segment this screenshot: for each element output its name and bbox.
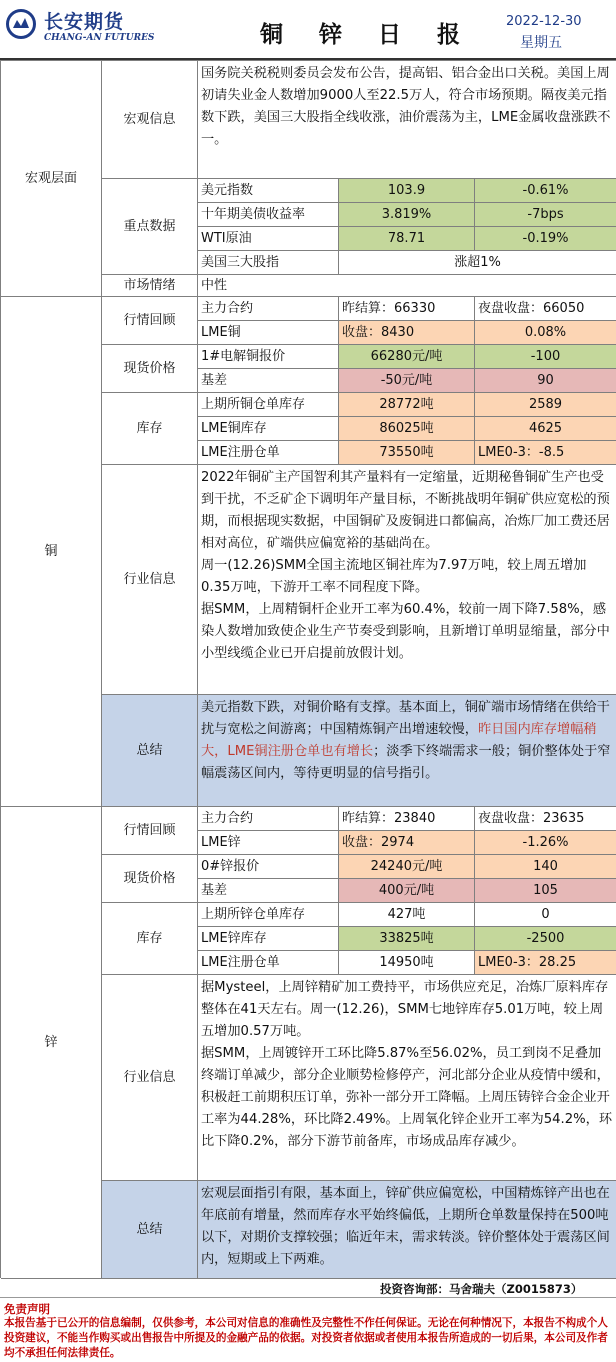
zinc-inv-value: 33825吨 — [339, 927, 475, 951]
copper-market-label: 行情回顾 — [102, 297, 198, 345]
copper-spot-name: 1#电解铜报价 — [198, 345, 339, 369]
zinc-basis-name: 基差 — [198, 879, 339, 903]
zinc-lme-name: LME锌 — [198, 831, 339, 855]
copper-summary-text: 美元指数下跌，对铜价略有支撑。基本面上，铜矿端市场情绪在供给干扰与宽松之间游离；中国精炼铜产出增速较慢， — [201, 700, 610, 737]
macro-row-name: 十年期美债收益率 — [198, 203, 339, 227]
macro-sentiment-label: 市场情绪 — [102, 275, 198, 297]
zinc-main-contract: 主力合约 — [198, 807, 339, 831]
copper-basis-name: 基差 — [198, 369, 339, 393]
copper-inv-name: LME铜库存 — [198, 417, 339, 441]
macro-sentiment-value: 中性 — [198, 275, 616, 297]
macro-row-change: -0.61% — [475, 179, 616, 203]
company-name-en: CHANG-AN FUTURES — [44, 33, 155, 43]
zinc-inv-value: 14950吨 — [339, 951, 475, 975]
macro-key-label: 重点数据 — [102, 179, 198, 275]
zinc-summary-text: 宏观层面指引有限，基本面上，锌矿供应偏宽松，中国精炼锌产出也在年底前有增量，然而库存水平始终偏低，上期所仓单数量保持在500吨以下，对期价支撑较强；临近年末，需求转淡。锌价整体处于震荡区间内，短期或上下两难。 — [198, 1181, 616, 1279]
company-name: 长安期货 — [44, 11, 125, 33]
zinc-spot-price: 24240元/吨 — [339, 855, 475, 879]
zinc-spot-change: 140 — [475, 855, 616, 879]
copper-inv-name: 上期所铜仓单库存 — [198, 393, 339, 417]
report-weekday: 星期五 — [520, 35, 562, 51]
copper-lme-name: LME铜 — [198, 321, 339, 345]
zinc-inv-value: 427吨 — [339, 903, 475, 927]
zinc-summary-label: 总结 — [102, 1181, 198, 1279]
zinc-inv-name: LME注册仓单 — [198, 951, 339, 975]
zinc-inv-name: 上期所锌仓单库存 — [198, 903, 339, 927]
macro-row-value: 3.819% — [339, 203, 475, 227]
zinc-basis-value: 400元/吨 — [339, 879, 475, 903]
copper-main-night: 夜盘收盘：66050 — [475, 297, 616, 321]
copper-inv-name: LME注册仓单 — [198, 441, 339, 465]
copper-inv-change: LME0-3：-8.5 — [475, 441, 616, 465]
disclaimer-text: 本报告基于已公开的信息编制，仅供参考，本公司对信息的准确性及完整性不作任何保证。无论在何种情况下，本报告不构成个人投资建议，不能当作购买或出售报告中所提及的金融产品的依据。对投资者依据或者使用本报告所造成的一切后果，本公司及作者均不承担任何法律责任。 — [4, 1317, 608, 1359]
company-logo-icon — [6, 9, 36, 39]
copper-inventory-label: 库存 — [102, 393, 198, 465]
copper-industry-label: 行业信息 — [102, 465, 198, 695]
copper-spot-change: -100 — [475, 345, 616, 369]
copper-summary-highlight: 昨日国内库存增幅稍大，LME铜注册仓单也有增长 — [201, 722, 597, 759]
section-copper: 铜 — [1, 297, 102, 807]
advisor-credit: 投资咨询部：马舍瑞夫（Z0015873） — [380, 1282, 583, 1296]
macro-row-merged: 涨超1% — [339, 251, 616, 275]
copper-basis-change: 90 — [475, 369, 616, 393]
zinc-inventory-label: 库存 — [102, 903, 198, 975]
zinc-industry-label: 行业信息 — [102, 975, 198, 1181]
copper-inv-value: 73550吨 — [339, 441, 475, 465]
copper-spot-label: 现货价格 — [102, 345, 198, 393]
zinc-inv-name: LME锌库存 — [198, 927, 339, 951]
copper-main-contract: 主力合约 — [198, 297, 339, 321]
zinc-spot-label: 现货价格 — [102, 855, 198, 903]
zinc-spot-name: 0#锌报价 — [198, 855, 339, 879]
copper-inv-value: 28772吨 — [339, 393, 475, 417]
report-date: 2022-12-30 — [506, 14, 582, 29]
zinc-inv-change: LME0-3：28.25 — [475, 951, 616, 975]
macro-row-name: 美国三大股指 — [198, 251, 339, 275]
copper-summary — [198, 695, 616, 807]
macro-info-label: 宏观信息 — [102, 61, 198, 179]
copper-summary-label: 总结 — [102, 695, 198, 807]
disclaimer-title: 免责声明 — [4, 1302, 50, 1316]
zinc-inv-change: 0 — [475, 903, 616, 927]
copper-main-prev: 昨结算：66330 — [339, 297, 475, 321]
copper-basis-value: -50元/吨 — [339, 369, 475, 393]
report-title: 铜 锌 日 报 — [260, 22, 475, 48]
copper-inv-change: 2589 — [475, 393, 616, 417]
macro-row-value: 78.71 — [339, 227, 475, 251]
section-zinc: 锌 — [1, 807, 102, 1279]
zinc-lme-change: -1.26% — [475, 831, 616, 855]
zinc-market-label: 行情回顾 — [102, 807, 198, 855]
zinc-main-night: 夜盘收盘：23635 — [475, 807, 616, 831]
macro-row-change: -7bps — [475, 203, 616, 227]
copper-lme-close: 收盘：8430 — [339, 321, 475, 345]
zinc-lme-close: 收盘：2974 — [339, 831, 475, 855]
report-table — [0, 60, 616, 1278]
copper-inv-value: 86025吨 — [339, 417, 475, 441]
copper-summary-text-end: ；淡季下终端需求一般；铜价整体处于窄幅震荡区间内，等待更明显的信号指引。 — [201, 744, 611, 781]
macro-row-change: -0.19% — [475, 227, 616, 251]
zinc-inv-change: -2500 — [475, 927, 616, 951]
zinc-main-prev: 昨结算：23840 — [339, 807, 475, 831]
copper-spot-price: 66280元/吨 — [339, 345, 475, 369]
macro-info-text: 国务院关税税则委员会发布公告，提高铝、铝合金出口关税。美国上周初请失业金人数增加9000人至22.5万人，符合市场预期。隔夜美元指数下跌，美国三大股指全线收涨，油价震荡为主，LME金属收盘涨跌不一。 — [198, 61, 616, 179]
copper-lme-change: 0.08% — [475, 321, 616, 345]
section-macro: 宏观层面 — [1, 61, 102, 297]
macro-row-name: WTI原油 — [198, 227, 339, 251]
macro-row-name: 美元指数 — [198, 179, 339, 203]
macro-row-value: 103.9 — [339, 179, 475, 203]
zinc-basis-change: 105 — [475, 879, 616, 903]
report-header — [0, 0, 616, 60]
copper-industry-text: 2022年铜矿主产国智利其产量料有一定缩量，近期秘鲁铜矿生产也受到干扰，不乏矿企下调明年产量目标，不断挑战明年铜矿供应宽松的预期，而根据现实数据，中国铜矿及废铜进口都偏高，冶炼厂加工费还居相对高位，矿端供应偏宽裕的基础尚在。 周一(12.26)SMM全国主流地区铜社库为7.97万吨，较上周五增加0.35万吨，下游开工率不同程度下降。 据SMM，上周精铜杆企业开工率为60.4%，较前一周下降7.58%，感染人数增加致使企业生产节奏受到影响，且新增订单明显缩量，部分中小型线缆企业已开启提前放假计划。 — [198, 465, 616, 695]
zinc-industry-text: 据Mysteel，上周锌精矿加工费持平，市场供应充足，冶炼厂原料库存整体在41天左右。周一(12.26)，SMM七地锌库存5.01万吨，较上周五增加0.57万吨。 据SMM，上周镀锌开工环比降5.87%至56.02%，员工到岗不足叠加终端订单减少，部分企业顺势检修停产，河北部分企业从疫情中缓和，积极赶工前期积压订单，弥补一部分开工降幅。上周压铸锌合金企业开工率为44.28%，环比降2.49%。上周氧化锌企业开工率为54.2%，环比下降0.2%，部分下游节前备库，市场成品库存减少。 — [198, 975, 616, 1181]
footer-divider — [0, 1297, 616, 1298]
copper-inv-change: 4625 — [475, 417, 616, 441]
